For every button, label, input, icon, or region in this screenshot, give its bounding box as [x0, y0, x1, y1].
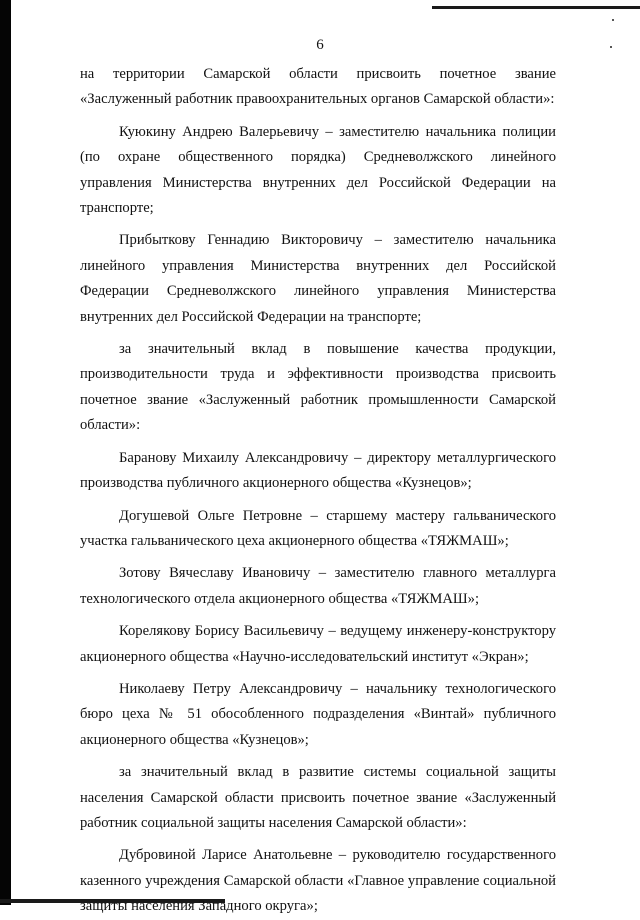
- paragraph: Баранову Михаилу Александровичу – директору металлургического производства публичного акционерного общества «Кузнецов»;: [80, 449, 556, 492]
- paragraph: Дубровиной Ларисе Анатольевне – руководителю государственного казенного учреждения Самарской области «Главное управление социальной защиты населения Западного округа»;: [80, 847, 556, 915]
- paragraph: Николаеву Петру Александровичу – начальнику технологического бюро цеха № 51 обособленного подразделения «Винтай» публичного акционерного общества «Кузнецов»;: [80, 680, 556, 748]
- document-body: [80, 62, 556, 920]
- paragraph: за значительный вклад в повышение качества продукции, производительности труда и эффективности производства присвоить почетное звание «Заслуженный работник промышленности Самарской области»:: [80, 341, 556, 434]
- paragraph: Прибыткову Геннадию Викторовичу – заместителю начальника линейного управления Министерства внутренних дел Российской Федерации Средневолжского линейного управления Министерства внутренних дел Российской Федерации на транспорте;: [80, 232, 556, 325]
- scan-edge-left: [0, 0, 11, 905]
- paragraph: Корелякову Борису Васильевичу – ведущему инженеру-конструктору акционерного общества «Научно-исследовательский институт «Экран»;: [80, 623, 556, 665]
- paragraph: Догушевой Ольге Петровне – старшему мастеру гальванического участка гальванического цеха акционерного общества «ТЯЖМАШ»;: [80, 507, 556, 549]
- paragraph: Куюкину Андрею Валерьевичу – заместителю начальника полиции (по охране общественного порядка) Средневолжского линейного управления Министерства внутренних дел Российской Федерации на транспорте;: [80, 123, 556, 217]
- paragraph: Зотову Вячеславу Ивановичу – заместителю главного металлурга технологического отдела акционерного общества «ТЯЖМАШ»;: [80, 565, 556, 607]
- paragraph: на территории Самарской области присвоить почетное звание «Заслуженный работник правоохранительных органов Самарской области»:: [80, 66, 556, 108]
- scan-speck: [612, 19, 614, 21]
- page-number: 6: [316, 37, 324, 53]
- paragraph: за значительный вклад в развитие системы социальной защиты населения Самарской области присвоить почетное звание «Заслуженный работник социальной защиты населения Самарской области»:: [80, 764, 556, 831]
- scan-line-top: [432, 6, 640, 9]
